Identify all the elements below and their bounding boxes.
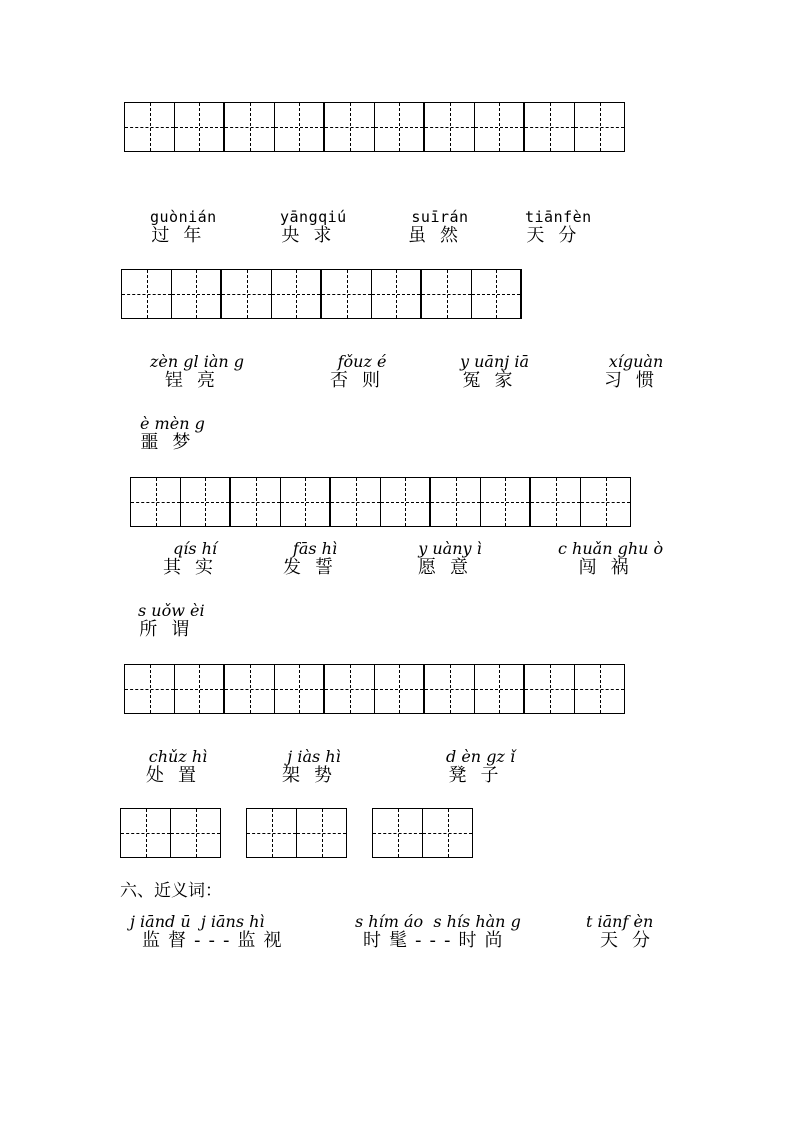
grid-cell xyxy=(297,808,347,858)
grid-cell xyxy=(331,477,381,527)
hanzi: 发誓 xyxy=(283,557,347,578)
pinyin: d èn gz ǐ xyxy=(446,747,516,766)
grid-cell xyxy=(275,102,325,152)
pinyin: s uǒw èi xyxy=(138,601,205,620)
grid-cell xyxy=(381,477,431,527)
grid-cell xyxy=(525,664,575,714)
word-yuanyi xyxy=(418,540,482,578)
hanzi: 架势 xyxy=(282,765,346,786)
hanzi: 闯祸 xyxy=(578,557,643,578)
pinyin: c huǎn ghu ò xyxy=(558,539,664,558)
hanzi: 愿意 xyxy=(418,557,482,578)
grid-cell xyxy=(431,477,481,527)
hanzi: 噩梦 xyxy=(140,432,205,453)
hanzi: 所谓 xyxy=(139,619,204,640)
grid-cell xyxy=(425,102,475,152)
word-dengzi xyxy=(446,748,515,786)
grid-cell xyxy=(225,664,275,714)
word-suiran xyxy=(408,208,472,246)
hanzi: 凳子 xyxy=(448,765,513,786)
hanzi: 习惯 xyxy=(604,370,668,391)
pinyin: suīrán xyxy=(411,208,469,226)
grid-cell xyxy=(325,664,375,714)
grid-cell xyxy=(231,477,281,527)
word-xiguan xyxy=(604,353,668,391)
word-chuanghuo xyxy=(558,540,663,578)
pinyin: xíguàn xyxy=(608,352,664,371)
word-jiashi xyxy=(282,748,346,786)
word-zengliang xyxy=(150,353,244,391)
word-guonian xyxy=(150,208,217,246)
grid-cell xyxy=(122,269,172,319)
word-yuanjia xyxy=(460,353,529,391)
word-suowei xyxy=(138,602,205,640)
grid-cell xyxy=(131,477,181,527)
grid-cell xyxy=(125,664,175,714)
grid-cell xyxy=(121,808,171,858)
hanzi: 央求 xyxy=(281,225,346,246)
pinyin: y uàny ì xyxy=(418,539,482,558)
grid-cell xyxy=(372,269,422,319)
hanzi: 监督---监视 xyxy=(142,930,290,951)
grid-block xyxy=(246,808,347,858)
word-fouze xyxy=(330,353,394,391)
grid-block xyxy=(372,808,473,858)
grid-cell xyxy=(125,102,175,152)
grid-cell xyxy=(181,477,231,527)
pinyin: s hím áo s hís hàn g xyxy=(355,912,521,931)
grid-cell xyxy=(375,664,425,714)
pinyin: è mèn g xyxy=(140,414,205,433)
hanzi: 否则 xyxy=(330,370,394,391)
writing-grid-1 xyxy=(124,102,625,152)
word-chuzhi xyxy=(146,748,210,786)
hanzi: 虽然 xyxy=(408,225,472,246)
grid-cell xyxy=(581,477,631,527)
hanzi: 过年 xyxy=(151,225,216,246)
grid-cell xyxy=(575,664,625,714)
grid-cell xyxy=(275,664,325,714)
grid-cell xyxy=(247,808,297,858)
synonym-tianfen xyxy=(586,913,664,951)
grid-cell xyxy=(525,102,575,152)
grid-cell xyxy=(475,664,525,714)
grid-cell xyxy=(225,102,275,152)
pinyin: fǒuz é xyxy=(337,352,387,371)
pinyin: j iàs hì xyxy=(287,747,341,766)
pinyin: fās hì xyxy=(292,539,338,558)
grid-cell xyxy=(272,269,322,319)
writing-grid-4 xyxy=(124,664,625,714)
grid-cell xyxy=(481,477,531,527)
grid-cell xyxy=(423,808,473,858)
writing-grid-2 xyxy=(121,269,522,319)
synonym-pair-shimao xyxy=(355,913,521,951)
grid-cell xyxy=(171,808,221,858)
grid-cell xyxy=(281,477,331,527)
word-emeng xyxy=(140,415,205,453)
hanzi: 时髦---时尚 xyxy=(363,930,511,951)
pinyin: t iānf èn xyxy=(586,912,654,931)
word-tianfen xyxy=(525,208,592,246)
grid-cell xyxy=(325,102,375,152)
writing-grid-3 xyxy=(130,477,631,527)
section-heading: 六、近义词： xyxy=(120,881,222,901)
grid-cell xyxy=(175,664,225,714)
grid-cell xyxy=(425,664,475,714)
hanzi: 冤家 xyxy=(462,370,527,391)
pinyin: j iānd ū j iāns hì xyxy=(130,912,265,931)
pinyin: zèn gl iàn g xyxy=(150,352,245,371)
hanzi: 天分 xyxy=(526,225,591,246)
grid-cell xyxy=(531,477,581,527)
hanzi: 处置 xyxy=(146,765,210,786)
writing-grid-5 xyxy=(120,808,473,858)
grid-cell xyxy=(375,102,425,152)
word-yangqiu xyxy=(280,208,347,246)
pinyin: tiānfèn xyxy=(525,208,592,226)
hanzi: 其实 xyxy=(163,557,227,578)
grid-cell xyxy=(373,808,423,858)
grid-cell xyxy=(422,269,472,319)
grid-cell xyxy=(475,102,525,152)
pinyin: guònián xyxy=(150,208,217,226)
synonym-pair-jiandu xyxy=(130,913,290,951)
grid-cell xyxy=(472,269,522,319)
grid-cell xyxy=(575,102,625,152)
pinyin: y uānj iā xyxy=(460,352,529,371)
hanzi: 天分 xyxy=(600,930,664,951)
hanzi: 锃亮 xyxy=(165,370,230,391)
pinyin: yāngqiú xyxy=(280,208,347,226)
grid-cell xyxy=(322,269,372,319)
grid-cell xyxy=(175,102,225,152)
word-fashi xyxy=(283,540,347,578)
pinyin: chǔz hì xyxy=(148,747,208,766)
pinyin: qís hí xyxy=(172,539,218,558)
grid-cell xyxy=(172,269,222,319)
grid-cell xyxy=(222,269,272,319)
grid-block xyxy=(120,808,221,858)
word-qishi xyxy=(163,540,227,578)
